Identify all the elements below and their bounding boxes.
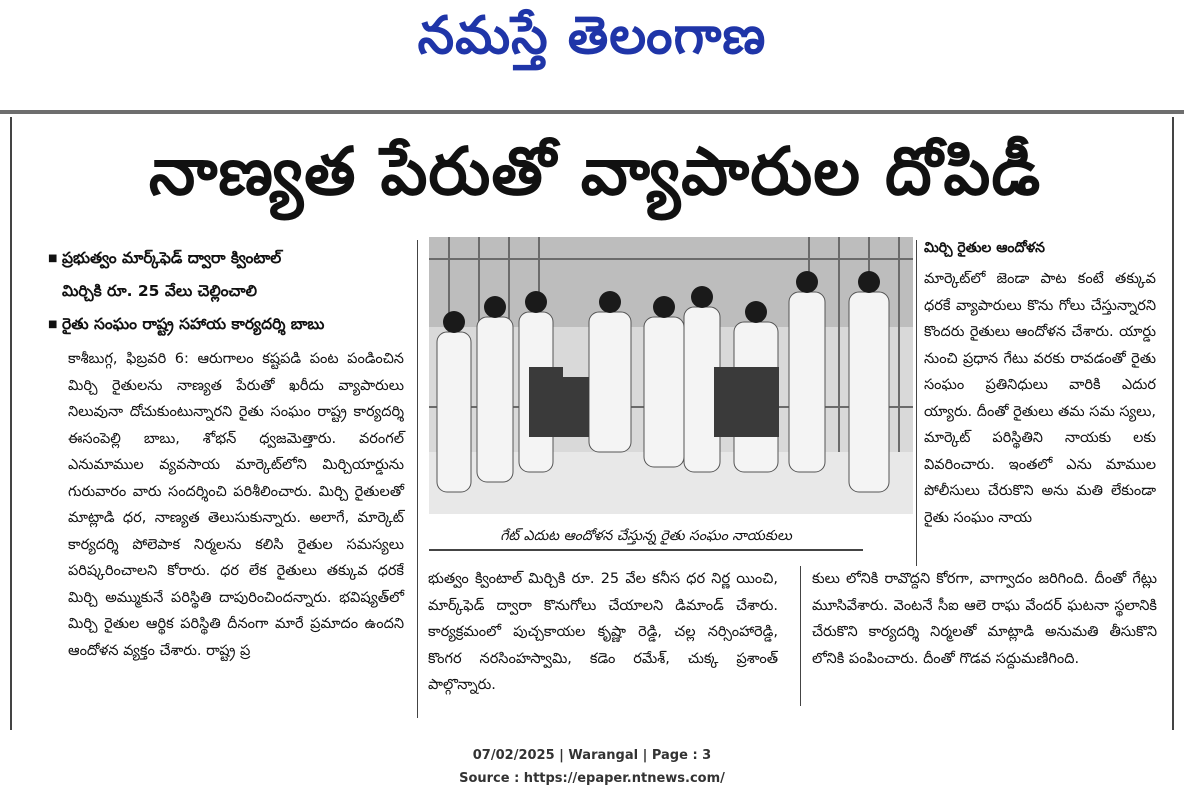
bullet-text: మిర్చికి రూ. 25 వేలు చెల్లించాలి [62,282,257,300]
column-divider [800,566,801,706]
bullet-item [48,242,404,275]
column-divider [916,240,917,566]
bullet-list [48,242,404,341]
masthead-rule [0,110,1184,114]
right-body-text: మార్కెట్‌లో జెండా పాట కంటే తక్కువ ధరకే వ్యాపారులు కొను గోలు చేస్తున్నారని కొందరు రైతులు ఆందోళన చేశారు. యార్డు నుంచి ప్రధాన గేటు వరకు రావడంతో రైతు సంఘం ప్రతినిధులు వారికి ఎదుర య్యారు. దీంతో రైతులు తమ సమ స్యలు, మార్కెట్ పరిస్థితిని నాయకు లకు వివరించారు. ఇంతలో ఎను మాముల పోలీసులు చేరుకొని అను మతి లేకుండా రైతు సంఘం నాయ [924,271,1156,526]
bullet-icon: ■ [48,319,58,330]
protest-photo-illustration [429,237,913,514]
masthead-logo: నమస్తే తెలంగాణ [417,6,767,66]
right-lower-column [812,566,1157,672]
footer-source: Source : https://epaper.ntnews.com/ [459,771,725,786]
photo-caption: గేట్ ఎదుట ఆందోళన చేస్తున్న రైతు సంఘం నాయకులు [429,523,863,551]
bullet-spacer [48,275,62,308]
bullet-text: రైతు సంఘం రాష్ట్ర సహాయ కార్యదర్శి బాబు [62,315,325,333]
bullet-text: ప్రభుత్వం మార్క్‌ఫెడ్ ద్వారా క్వింటాల్ [62,249,282,267]
left-column [68,346,404,664]
right-column [924,266,1156,531]
bullet-item [48,275,404,308]
column-divider [417,240,418,718]
footer-dateline: 07/02/2025 | Warangal | Page : 3 [472,748,712,763]
right-lower-body-text: కులు లోనికి రావొద్దని కోరగా, వాగ్వాదం జరిగింది. దీంతో గేట్లు మూసివేశారు. వెంటనే సీఐ ఆలె రాఘ వేందర్ ఘటనా స్థలానికి చేరుకొని కార్యదర్శి నిర్మలతో మాట్లాడి అనుమతి తీసుకొని లోనికి పంపించారు. దీంతో గొడవ సద్దుమణిగింది. [812,571,1157,667]
masthead [0,0,1184,108]
subheading: మిర్చి రైతుల ఆందోళన [924,240,1046,256]
middle-body-text: భుత్వం క్వింటాల్ మిర్చికి రూ. 25 వేల కనీస ధర నిర్ణ యించి, మార్క్‌ఫెడ్ ద్వారా కొనుగోలు చేయాలని డిమాండ్ చేశారు. కార్యక్రమంలో పుచ్చకాయల కృష్ణా రెడ్డి, చల్ల నర్సింహారెడ్డి, కొంగర నరసింహస్వామి, కడెం రమేశ్, చుక్క ప్రశాంత్ పాల్గొన్నారు. [428,571,778,693]
news-photo [429,237,913,514]
middle-column [428,566,778,699]
left-body-text: కాశీబుగ్గ, ఫిబ్రవరి 6: ఆరుగాలం కష్టపడి పంట పండించిన మిర్చి రైతులను నాణ్యత పేరుతో ఖరీదు వ్యాపారులు నిలువునా దోచుకుంటున్నారని రైతు సంఘం రాష్ట్ర కార్యదర్శి ఈసంపెల్లి బాబు, శోభన్ ధ్వజమెత్తారు. వరంగల్ ఎనుమాముల వ్యవసాయ మార్కెట్‌లోని మిర్చియార్డును గురువారం వారు సందర్శించి పరిశీలించారు. మిర్చి రైతులతో మాట్లాడి ధర, నాణ్యత తెలుసుకున్నారు. అలాగే, మార్కెట్ కార్యదర్శి పోలెపాక నిర్మలను కలిసి రైతుల సమస్యలు పరిష్కరించాలని కోరారు. ధర లేక రైతులు తక్కువ ధరకే మిర్చి అమ్ముకునే పరిస్థితి దాపురించిందన్నారు. భవిష్యత్‌లో మిర్చి రైతుల ఆర్థిక పరిస్థితి దీనంగా మారే ప్రమాదం ఉందని ఆందోళన వ్యక్తం చేశారు. రాష్ట్ర ప్ర [68,351,404,659]
bullet-icon: ■ [48,253,58,264]
headline: నాణ్యత పేరుతో వ్యాపారుల దోపిడీ [148,133,1042,210]
bullet-item [48,308,404,341]
